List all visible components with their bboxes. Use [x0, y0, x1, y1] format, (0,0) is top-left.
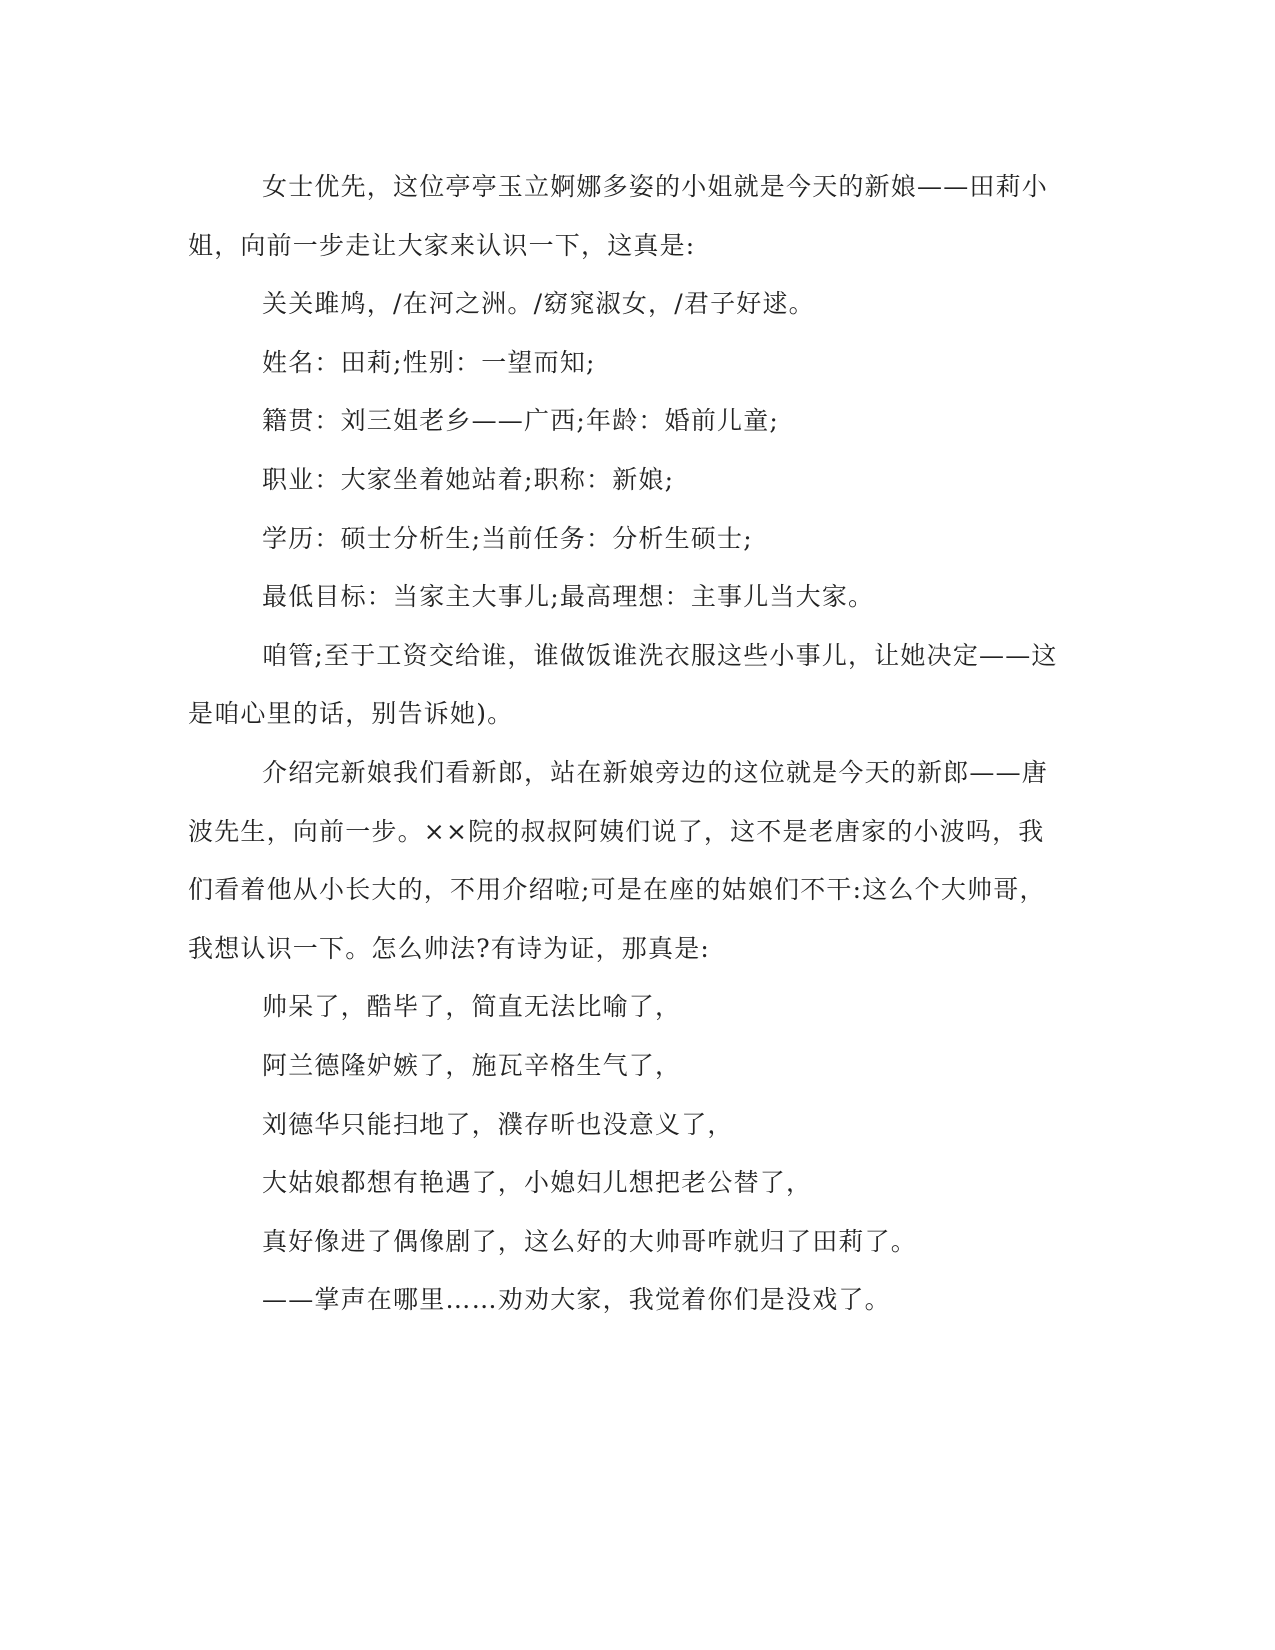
paragraph-hometown-age: 籍贯：刘三姐老乡——广西;年龄：婚前儿童; [262, 406, 780, 436]
paragraph-decisions: 咱管;至于工资交给谁，谁做饭谁洗衣服这些小事儿，让她决定——这是咱心里的话，别告诉她)。 [188, 640, 1058, 729]
paragraph-verse-1: 帅呆了，酷毕了，简直无法比喻了， [262, 992, 682, 1022]
paragraph-verse-4: 大姑娘都想有艳遇了，小媳妇儿想把老公替了， [262, 1168, 813, 1198]
paragraph-verse-3: 刘德华只能扫地了，濮存昕也没意义了， [262, 1109, 734, 1139]
document-body [188, 158, 1058, 1330]
paragraph-education: 学历：硕士分析生;当前任务：分析生硕士; [262, 523, 753, 553]
paragraph-groom-intro: 介绍完新娘我们看新郎，站在新娘旁边的这位就是今天的新郎——唐波先生，向前一步。××院的叔叔阿姨们说了，这不是老唐家的小波吗，我们看着他从小长大的，不用介绍啦;可是在座的姑娘们不干:这么个大帅哥，我想认识一下。怎么帅法?有诗为证，那真是: [188, 757, 1049, 963]
paragraph-verse-5: 真好像进了偶像剧了，这么好的大帅哥咋就归了田莉了。 [262, 1226, 918, 1256]
paragraph-verse-2: 阿兰德隆妒嫉了，施瓦辛格生气了， [262, 1050, 682, 1080]
paragraph-name-gender: 姓名：田莉;性别：一望而知; [262, 347, 596, 377]
paragraph-bride-intro: 女士优先，这位亭亭玉立婀娜多姿的小姐就是今天的新娘——田莉小姐，向前一步走让大家来认识一下，这真是: [188, 172, 1049, 260]
paragraph-goals: 最低目标：当家主大事儿;最高理想：主事儿当大家。 [262, 582, 875, 612]
paragraph-job-title: 职业：大家坐着她站着;职称：新娘; [262, 464, 675, 494]
paragraph-poem-line: 关关雎鸠，/在河之洲。/窈窕淑女，/君子好逑。 [262, 289, 815, 319]
paragraph-applause: ——掌声在哪里……劝劝大家，我觉着你们是没戏了。 [262, 1285, 891, 1315]
